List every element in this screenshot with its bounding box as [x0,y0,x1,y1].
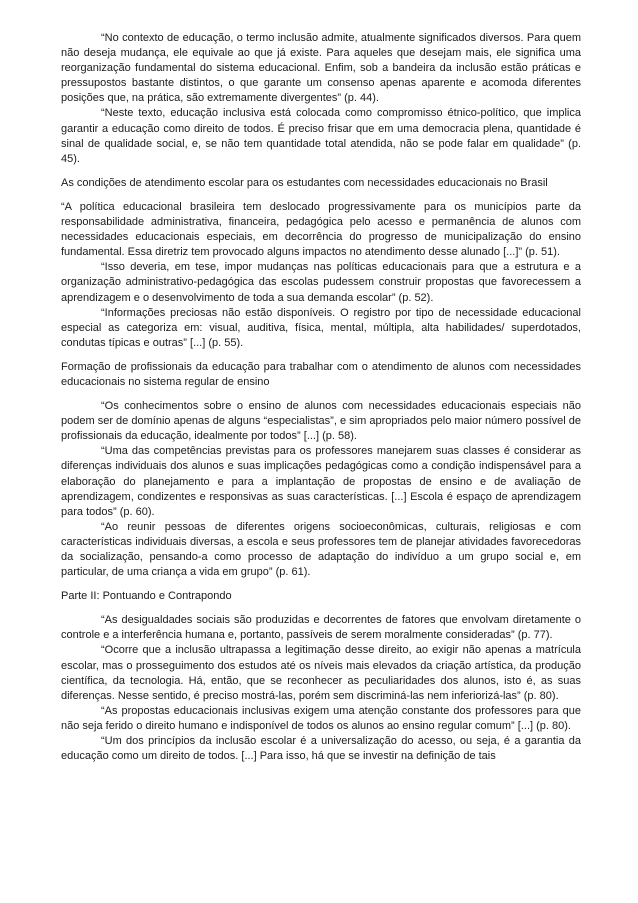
quote-paragraph: “A política educacional brasileira tem deslocado progressivamente para os municípios parte da responsabilidade administrativa, financeira, pedagógica pelo acesso e permanência de alunos com necessidades educacionais especiais, em decorrência do progresso de municipalização do ensino fundamental. Essa diretriz tem provocado alguns impactos no atendimento desse alunado [...]” (p. 51). [61,200,581,259]
section-heading: Parte II: Pontuando e Contrapondo [61,590,232,603]
quote-paragraph: “Um dos princípios da inclusão escolar é a universalização do acesso, ou seja, é a garantia da educação como um direito de todos. [...] Para isso, há que se investir na definição de tais [61,735,581,763]
quote-paragraph: “Isso deveria, em tese, impor mudanças nas políticas educacionais para que a estrutura e a organização administrativo-pedagógica das escolas pudessem construir propostas que favorecessem a aprendizagem e o desenvolvimento de toda a sua demanda escolar” (p. 52). [61,261,581,304]
quote-paragraph: “Uma das competências previstas para os professores manejarem suas classes é considerar as diferenças individuais dos alunos e suas implicações pedagógicas como a condição indispensável para a elaboração do planejamento e para a implantação de propostas de ensino e de avaliação de aprendizagem, condizentes e responsivas as suas características. [...] Escola é espaço de aprendizagem para todos” (p. 60). [61,445,581,518]
quote-paragraph: “Ocorre que a inclusão ultrapassa a legitimação desse direito, ao exigir não apenas a matrícula escolar, mas o prosseguimento dos estudos até os níveis mais elevados da criação artística, da produção científica, da tecnologia. Há, então, que se reconhecer as peculiaridades dos alunos, isto é, as suas diferenças. Nesse sentido, é preciso mostrá-las, porém sem discriminá-las nem inferiorizá-las” (p. 80). [61,644,581,702]
quote-paragraph: “Informações preciosas não estão disponíveis. O registro por tipo de necessidade educacional especial as categoriza em: visual, auditiva, física, mental, múltipla, alta habilidades/ superdotados, condutas típicas e outras” [...] (p. 55). [61,306,581,349]
section-heading: Formação de profissionais da educação para trabalhar com o atendimento de alunos com necessidades educacionais no sistema regular de ensino [61,360,581,388]
section-heading: As condições de atendimento escolar para os estudantes com necessidades educacionais no Brasil [61,176,548,189]
quote-paragraph: “No contexto de educação, o termo inclusão admite, atualmente significados diversos. Para quem não deseja mudança, ele equivale ao que já existe. Para aqueles que desejam mais, ele significa uma reorganização fundamental do sistema educacional. Enfim, sob a bandeira da inclusão estão práticas e pressupostos bastante distintos, o que garante um consenso apenas aparente e acomoda diferentes posições que, na prática, são extremamente divergentes” (p. 44). [61,32,581,105]
quote-paragraph: “As desigualdades sociais são produzidas e decorrentes de fatores que envolvam diretamente o controle e a interferência humana e, portanto, passíveis de serem moralmente consideradas” (p. 77). [61,614,581,642]
quote-paragraph: “Neste texto, educação inclusiva está colocada como compromisso étnico-político, que implica garantir a educação como direito de todos. É preciso frisar que em uma democracia plena, quantidade é sinal de qualidade social, e, se não tem quantidade total atendida, não se pode falar em qualidade” (p. 45). [61,107,581,165]
quote-paragraph: “Ao reunir pessoas de diferentes origens socioeconômicas, culturais, religiosas e com características individuais diversas, a escola e seus professores tem de planejar atividades favorecedoras da socialização, pensando-a como processo de adaptação do indivíduo a um grupo social e, em particular, de uma criança a vida em grupo” (p. 61). [61,520,581,579]
document-page [61,31,581,764]
quote-paragraph: “As propostas educacionais inclusivas exigem uma atenção constante dos professores para que não seja ferido o direito humano e indisponível de todos os alunos ao ensino regular comum” [...] (p. 80). [61,704,581,732]
quote-paragraph: “Os conhecimentos sobre o ensino de alunos com necessidades educacionais especiais não podem ser de domínio apenas de alguns “especialistas”, e sim apropriados pelo maior número possível de profissionais da educação, idealmente por todos” [...] (p. 58). [61,400,581,443]
